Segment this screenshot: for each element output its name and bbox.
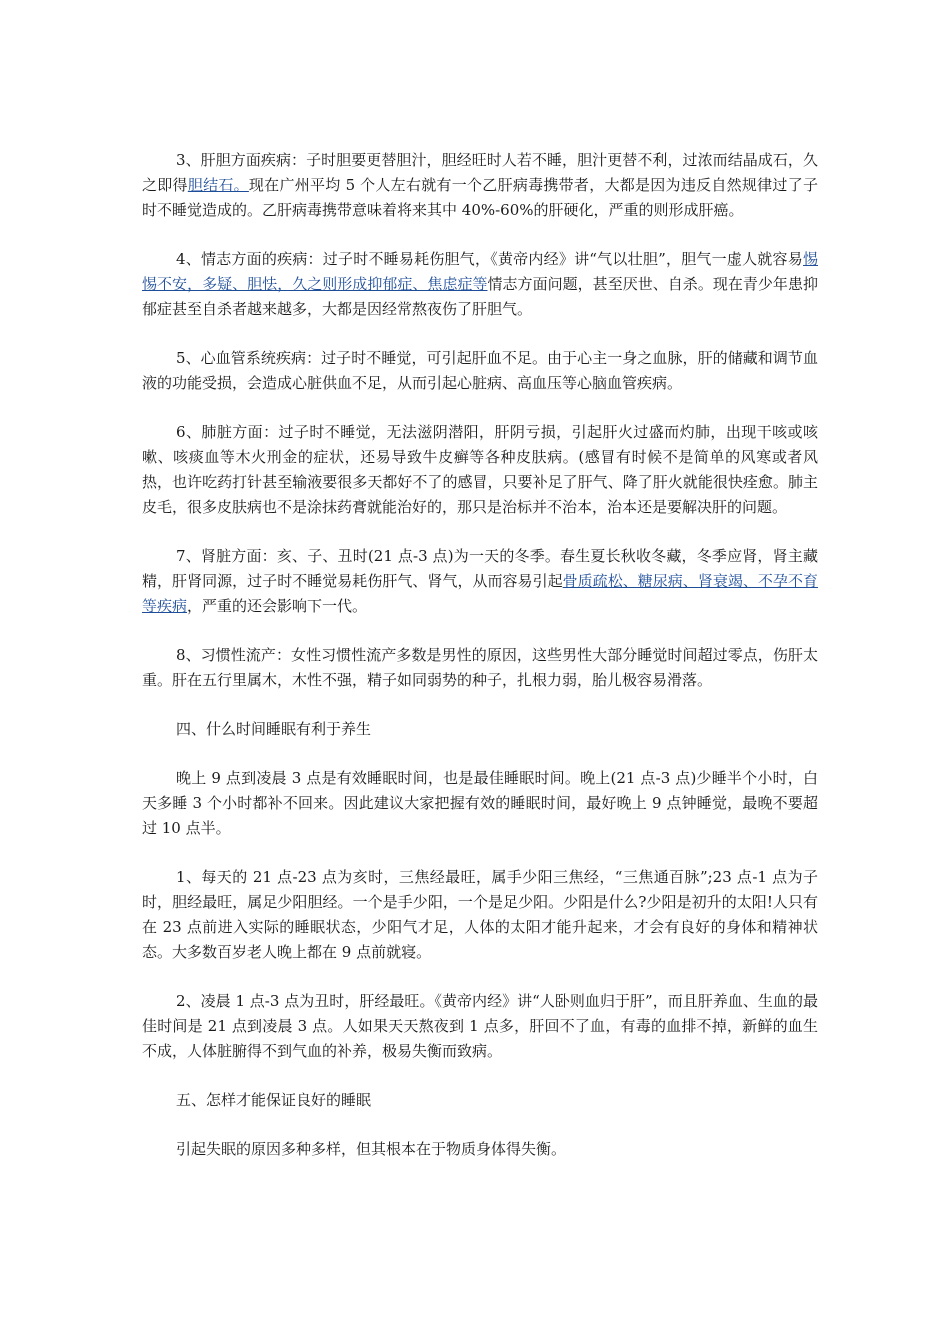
paragraph-text: 5、心血管系统疾病：过子时不睡觉，可引起肝血不足。由于心主一身之血脉，肝的储藏和调节血液的功能受损，会造成心脏供血不足，从而引起心脏病、高血压等心脑血管疾病。 [142,349,818,392]
paragraph-insomnia [142,1137,818,1162]
paragraph-text: 7、肾脏方面：亥、子、丑时(21 点-3 点)为一天的冬季。春生夏长秋收冬藏，冬季应肾，肾主藏精，肝肾同源，过子时不睡觉易耗伤肝气、肾气，从而容易引起 [142,547,818,590]
paragraph-text: 2、凌晨 1 点-3 点为丑时，肝经最旺。《黄帝内经》讲“人卧则血归于肝”，而且肝养血、生血的最佳时间是 21 点到凌晨 3 点。人如果天天熬夜到 1 点多，肝回不了血，有毒的血排不掉，新鲜的血生不成，人体脏腑得不到气血的补养，极易失衡而致病。 [142,992,818,1060]
section-heading-5 [142,1088,818,1113]
paragraph-sleep-time [142,766,818,841]
paragraph-liver-time [142,989,818,1064]
paragraph-text: 6、肺脏方面：过子时不睡觉，无法滋阴潜阳，肝阴亏损，引起肝火过盛而灼肺，出现干咳或咳嗽、咳痰血等木火刑金的症状，还易导致牛皮癣等各种皮肤病。(感冒有时候不是简单的风寒或者风热，也许吃药打针甚至输液要很多天都好不了的感冒，只要补足了肝气、降了肝火就能很快痊愈。肺主皮毛，很多皮肤病也不是涂抹药膏就能治好的，那只是治标并不治本，治本还是要解决肝的问题。 [142,423,818,516]
kidney-diseases-link[interactable]: 骨质疏松、糖尿病、肾衰竭、不孕不育等疾病 [142,572,818,615]
paragraph-kidney [142,544,818,619]
paragraph-cardiovascular [142,346,818,396]
gallstone-link[interactable]: 胆结石。 [187,176,249,194]
paragraph-text: 引起失眠的原因多种多样，但其根本在于物质身体得失衡。 [176,1140,567,1158]
document-body [142,148,818,1186]
heading-text: 四、什么时间睡眠有利于养生 [176,720,372,738]
paragraph-text: 1、每天的 21 点-23 点为亥时，三焦经最旺，属手少阳三焦经，“三焦通百脉”;23 点-1 点为子时，胆经最旺，属足少阳胆经。一个是手少阳，一个是足少阳。少阳是什么?少阳是初升的太阳!人只有在 23 点前进入实际的睡眠状态，少阳气才足，人体的太阳才能升起来，才会有良好的身体和精神状态。大多数百岁老人晚上都在 9 点前就寝。 [142,868,818,961]
paragraph-sanjiao [142,865,818,965]
paragraph-text: 4、情志方面的疾病：过子时不睡易耗伤胆气，《黄帝内经》讲“气以壮胆”，胆气一虚人就容易 [176,250,803,268]
paragraph-miscarriage [142,643,818,693]
anxiety-depression-link[interactable]: 惕惕不安，多疑、胆怯，久之则形成抑郁症、焦虑症等 [142,250,818,293]
paragraph-text: 现在广州平均 5 个人左右就有一个乙肝病毒携带者，大都是因为违反自然规律过了子时不睡觉造成的。乙肝病毒携带意味着将来其中 40%-60%的肝硬化，严重的则形成肝癌。 [142,176,818,219]
paragraph-lung [142,420,818,520]
paragraph-emotional [142,247,818,322]
paragraph-text: 3、肝胆方面疾病：子时胆要更替胆汁，胆经旺时人若不睡，胆汁更替不利，过浓而结晶成石，久之即得 [142,151,818,194]
heading-text: 五、怎样才能保证良好的睡眠 [176,1091,372,1109]
paragraph-text: 情志方面问题，甚至厌世、自杀。现在青少年患抑郁症甚至自杀者越来越多，大都是因经常熬夜伤了肝胆气。 [142,275,818,318]
paragraph-text: ，严重的还会影响下一代。 [187,597,368,615]
paragraph-text: 晚上 9 点到凌晨 3 点是有效睡眠时间，也是最佳睡眠时间。晚上(21 点-3 点)少睡半个小时，白天多睡 3 个小时都补不回来。因此建议大家把握有效的睡眠时间，最好晚上 9 点钟睡觉，最晚不要超过 10 点半。 [142,769,818,837]
paragraph-liver-gallbladder [142,148,818,223]
section-heading-4 [142,717,818,742]
paragraph-text: 8、习惯性流产：女性习惯性流产多数是男性的原因，这些男性大部分睡觉时间超过零点，伤肝太重。肝在五行里属木，木性不强，精子如同弱势的种子，扎根力弱，胎儿极容易滑落。 [142,646,818,689]
